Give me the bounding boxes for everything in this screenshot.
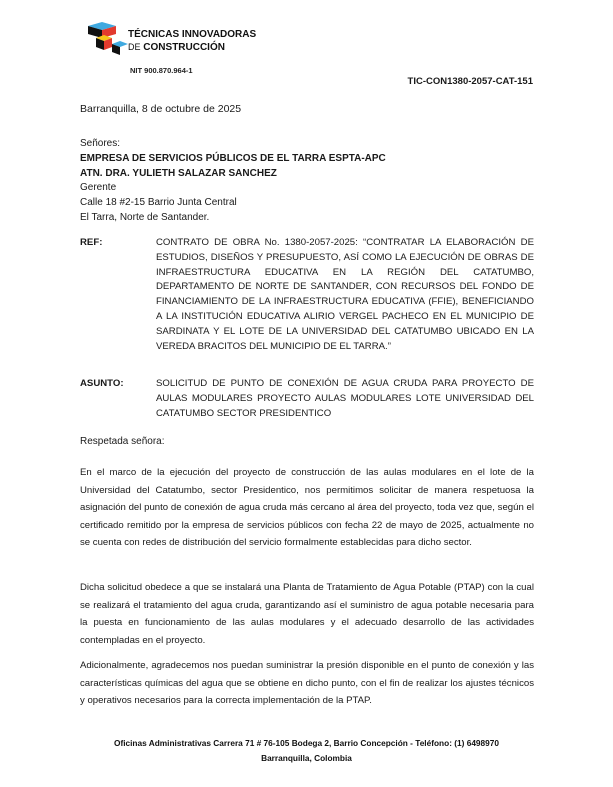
company-name-de: DE	[128, 42, 141, 52]
company-nit: NIT 900.870.964-1	[130, 66, 193, 75]
ref-text: CONTRATO DE OBRA No. 1380-2057-2025: “CONTRATAR LA ELABORACIÓN DE ESTUDIOS, DISEÑOS Y PRESUPUESTO, ASÍ COMO LA EJECUCIÓN DE OBRAS DE INFRAESTRUCTURA EDUCATIVA EN LA REGIÓN DEL CATATUMBO, DEPARTAMENTO DE NORTE DE SANTANDER, CON RECURSOS DEL FONDO DE FINANCIAMIENTO DE LA INFRAESTRUCTURA EDUCATIVA (FFIE), BENEFICIANDO A LA INSTITUCIÓN EDUCATIVA ALIRIO VERGEL PACHECO EN EL MUNICIPIO DE SARDINATA Y EL LOTE DE LA UNIVERSIDAD DEL CATATUMBO UBICADO EN LA VEREDA BRACITOS DEL MUNICIPIO DE EL TARRA.”	[156, 237, 534, 352]
subject-text: SOLICITUD DE PUNTO DE CONEXIÓN DE AGUA CRUDA PARA PROYECTO DE AULAS MODULARES PROYECTO AULAS MODULARES LOTE UNIVERSIDAD DEL CATATUMBO SECTOR PRESIDENTICO	[156, 378, 534, 419]
footer	[0, 736, 613, 766]
body-paragraph-3: Adicionalmente, agradecemos nos puedan suministrar la presión disponible en el punto de conexión y las características químicas del agua que se obtiene en dicho punto, con el fin de realizar los ajustes técnicos y operativos necesarios para la correcta implementación de la PTAP.	[80, 660, 534, 707]
greeting: Respetada señora:	[80, 436, 165, 447]
recipient-attention: ATN. DRA. YULIETH SALAZAR SANCHEZ	[80, 167, 277, 179]
recipient-organization: EMPRESA DE SERVICIOS PÚBLICOS DE EL TARRA ESPTA-APC	[80, 152, 386, 164]
ref-label: REF:	[80, 237, 103, 248]
company-logo-icon	[82, 22, 128, 56]
letter-date: Barranquilla, 8 de octubre de 2025	[80, 103, 242, 115]
recipient-block	[80, 137, 540, 226]
company-name-line2: CONSTRUCCIÓN	[143, 42, 225, 53]
company-name	[128, 29, 256, 54]
body-paragraph-1: En el marco de la ejecución del proyecto de construcción de las aulas modulares en el lote de la Universidad del Catatumbo, sector Presidentico, nos permitimos solicitar de manera respetuosa la asignación del punto de conexión de agua cruda más cercano al área del proyecto, toda vez que, según el certificado remitido por la empresa de servicios públicos con fecha 22 de mayo de 2025, actualmente no se cuenta con redes de distribución del servicio formalmente establecidas para dicho sector.	[80, 467, 534, 549]
footer-city: Barranquilla, Colombia	[261, 753, 352, 763]
recipient-city: El Tarra, Norte de Santander.	[80, 211, 210, 223]
subject-label: ASUNTO:	[80, 378, 124, 389]
recipient-position: Gerente	[80, 182, 117, 194]
company-name-line1: TÉCNICAS INNOVADORAS	[128, 29, 257, 40]
reference-code: TIC-CON1380-2057-CAT-151	[407, 76, 533, 87]
recipient-salutation: Señores:	[80, 138, 121, 149]
footer-address: Oficinas Administrativas Carrera 71 # 76-105 Bodega 2, Barrio Concepción - Teléfono: (1) 6498970	[113, 738, 500, 748]
recipient-address: Calle 18 #2-15 Barrio Junta Central	[80, 197, 237, 209]
body-paragraph-2: Dicha solicitud obedece a que se instalará una Planta de Tratamiento de Agua Potable (PTAP) con la cual se realizará el tratamiento del agua cruda, garantizando así el suministro de agua potable necesaria para la puesta en funcionamiento de las aulas modulares y el adecuado desarrollo de las actividades contempladas en el proyecto.	[80, 582, 534, 646]
